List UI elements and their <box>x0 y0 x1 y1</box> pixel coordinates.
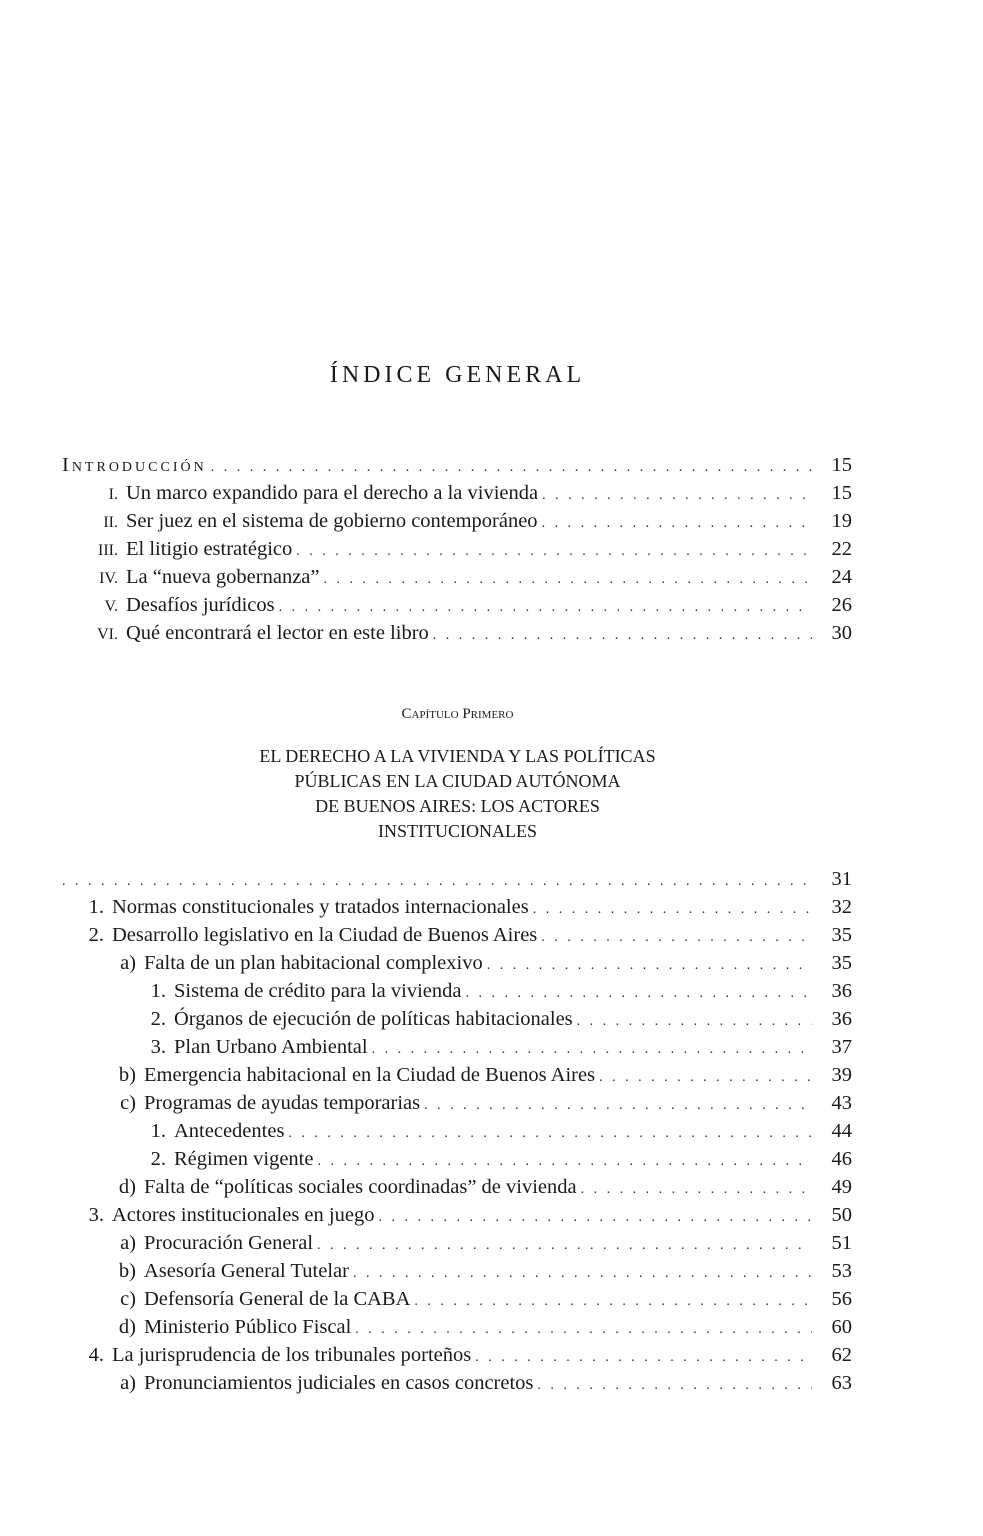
toc-row[interactable] <box>62 1204 852 1232</box>
toc-entry-label: Emergencia habitacional en la Ciudad de Buenos Aires <box>144 1064 596 1086</box>
page-title: ÍNDICE GENERAL <box>329 362 586 388</box>
toc-entry-label: Defensoría General de la CABA <box>144 1288 411 1310</box>
chapter-title-line: DE BUENOS AIRES: LOS ACTORES <box>315 796 600 816</box>
toc-entry-label: Un marco expandido para el derecho a la vivienda <box>126 482 539 504</box>
toc-page-number: 31 <box>831 868 852 890</box>
chapter-title-line: PÚBLICAS EN LA CIUDAD AUTÓNOMA <box>294 771 621 791</box>
toc-entry-label: El litigio estratégico <box>126 538 293 560</box>
chapter-title-line: EL DERECHO A LA VIVIENDA Y LAS POLÍTICAS <box>259 746 656 766</box>
toc-entry-label: Ser juez en el sistema de gobierno contemporáneo <box>126 510 538 532</box>
toc-page-number: 43 <box>831 1092 852 1114</box>
dot-leader <box>317 1238 812 1254</box>
toc-page-number: 53 <box>831 1260 852 1282</box>
toc-row[interactable] <box>62 1008 852 1036</box>
toc-page-number: 46 <box>831 1148 852 1170</box>
dot-leader <box>296 544 812 560</box>
dot-leader <box>211 460 812 476</box>
toc-entry-number: 1. <box>88 896 104 918</box>
toc-entry-label: Ministerio Público Fiscal <box>144 1316 352 1338</box>
dot-leader <box>372 1042 812 1058</box>
dot-leader <box>487 958 812 974</box>
toc-entry-number: a) <box>120 1372 136 1394</box>
dot-leader <box>599 1070 812 1086</box>
toc-page-number: 24 <box>831 566 852 588</box>
dot-leader <box>533 902 812 918</box>
toc-row[interactable] <box>62 1288 852 1316</box>
toc-entry-number: b) <box>118 1064 136 1086</box>
chapter-label: Capítulo Primero <box>401 706 514 722</box>
toc-entry-label: Normas constitucionales y tratados internacionales <box>112 896 529 918</box>
toc-entry-number: d) <box>118 1176 136 1198</box>
toc-row[interactable] <box>62 622 852 650</box>
toc-entry-label: Desafíos jurídicos <box>126 594 275 616</box>
toc-entry-label: Desarrollo legislativo en la Ciudad de Buenos Aires <box>112 924 538 946</box>
toc-entry-label: Régimen vigente <box>174 1148 314 1170</box>
toc-page-number: 60 <box>831 1316 852 1338</box>
toc-page-number: 32 <box>831 896 852 918</box>
toc-page-number: 35 <box>831 952 852 974</box>
toc-row[interactable] <box>62 1316 852 1344</box>
introduction-toc <box>62 454 852 650</box>
toc-entry-label: Pronunciamientos judiciales en casos concretos <box>144 1372 534 1394</box>
toc-page-number: 63 <box>831 1372 852 1394</box>
dot-leader <box>317 1154 812 1170</box>
toc-entry-label: Falta de un plan habitacional complexivo <box>144 952 483 974</box>
toc-entry-label: Actores institucionales en juego <box>112 1204 375 1226</box>
toc-entry-label: Falta de “políticas sociales coordinadas” de vivienda <box>144 1176 577 1198</box>
toc-entry-number: 2. <box>150 1008 166 1030</box>
toc-entry-number: c) <box>120 1092 136 1114</box>
toc-entry-number: I. <box>108 486 118 503</box>
dot-leader <box>414 1294 812 1310</box>
toc-row[interactable] <box>62 952 852 980</box>
toc-entry-number: a) <box>120 1232 136 1254</box>
toc-row[interactable] <box>62 594 852 622</box>
dot-leader <box>355 1322 812 1338</box>
dot-leader <box>537 1378 812 1394</box>
toc-entry-number: III. <box>98 542 118 559</box>
chapter-title-line: INSTITUCIONALES <box>378 821 537 841</box>
toc-page-number: 39 <box>831 1064 852 1086</box>
toc-page-number: 36 <box>831 1008 852 1030</box>
toc-row[interactable] <box>62 1092 852 1120</box>
toc-page-number: 19 <box>831 510 852 532</box>
dot-leader <box>542 516 812 532</box>
toc-row[interactable] <box>62 1064 852 1092</box>
toc-page-number: 44 <box>831 1120 852 1142</box>
toc-entry-number: V. <box>104 598 118 615</box>
toc-page-number: 30 <box>831 622 852 644</box>
dot-leader <box>62 874 812 890</box>
toc-row[interactable] <box>62 1120 852 1148</box>
dot-leader <box>279 600 812 616</box>
dot-leader <box>542 488 812 504</box>
dot-leader <box>378 1210 812 1226</box>
toc-entry-label: La “nueva gobernanza” <box>126 566 320 588</box>
toc-entry-number: a) <box>120 952 136 974</box>
toc-page-number: 51 <box>831 1232 852 1254</box>
toc-row[interactable] <box>62 1344 852 1372</box>
toc-entry-label: Antecedentes <box>174 1120 285 1142</box>
toc-page-number: 35 <box>831 924 852 946</box>
toc-row[interactable] <box>62 980 852 1008</box>
toc-page-number: 49 <box>831 1176 852 1198</box>
toc-page-number: 37 <box>831 1036 852 1058</box>
toc-row[interactable] <box>62 1232 852 1260</box>
toc-page-number: 36 <box>831 980 852 1002</box>
toc-row[interactable] <box>62 1260 852 1288</box>
toc-entry-number: 2. <box>88 924 104 946</box>
dot-leader <box>475 1350 812 1366</box>
toc-entry-number: 3. <box>88 1204 104 1226</box>
toc-entry-number: 2. <box>150 1148 166 1170</box>
toc-row[interactable] <box>62 566 852 594</box>
toc-entry-label: Procuración General <box>144 1232 314 1254</box>
toc-entry-label: Sistema de crédito para la vivienda <box>174 980 462 1002</box>
toc-entry-label: Qué encontrará el lector en este libro <box>126 622 429 644</box>
toc-entry-number: 1. <box>150 1120 166 1142</box>
chapter1-toc <box>62 868 852 1400</box>
toc-entry-label: La jurisprudencia de los tribunales porteños <box>112 1344 472 1366</box>
toc-entry-number: b) <box>118 1260 136 1282</box>
toc-entry-number: 3. <box>150 1036 166 1058</box>
toc-entry-label: Asesoría General Tutelar <box>144 1260 349 1282</box>
toc-entry-number: IV. <box>99 570 118 587</box>
toc-row[interactable] <box>62 924 852 952</box>
toc-row[interactable] <box>62 1036 852 1064</box>
toc-entry-number: VI. <box>97 626 118 643</box>
dot-leader <box>324 572 813 588</box>
toc-entry-number: 4. <box>88 1344 104 1366</box>
toc-page-number: 50 <box>831 1204 852 1226</box>
toc-row[interactable] <box>62 896 852 924</box>
toc-entry-number: d) <box>118 1316 136 1338</box>
toc-page-number: 56 <box>831 1288 852 1310</box>
toc-row-chapter-lead[interactable] <box>62 868 852 896</box>
dot-leader <box>577 1014 812 1030</box>
dot-leader <box>353 1266 812 1282</box>
toc-row-introduction[interactable] <box>62 454 852 482</box>
toc-row[interactable] <box>62 538 852 566</box>
toc-page-number: 15 <box>831 454 852 476</box>
toc-page-number: 62 <box>831 1344 852 1366</box>
toc-row[interactable] <box>62 1176 852 1204</box>
dot-leader <box>465 986 812 1002</box>
toc-page-number: 26 <box>831 594 852 616</box>
toc-page-number: 22 <box>831 538 852 560</box>
dot-leader <box>433 628 812 644</box>
toc-entry-label: Órganos de ejecución de políticas habitacionales <box>174 1008 573 1030</box>
toc-entry-number: c) <box>120 1288 136 1310</box>
toc-entry-number: 1. <box>150 980 166 1002</box>
toc-page-number: 15 <box>831 482 852 504</box>
toc-row[interactable] <box>62 510 852 538</box>
toc-entry-number: II. <box>103 514 118 531</box>
dot-leader <box>288 1126 812 1142</box>
toc-row[interactable] <box>62 1148 852 1176</box>
toc-entry-label: Plan Urbano Ambiental <box>174 1036 368 1058</box>
toc-row[interactable] <box>62 1372 852 1400</box>
dot-leader <box>581 1182 812 1198</box>
chapter-title <box>0 744 915 844</box>
toc-entry-label: Programas de ayudas temporarias <box>144 1092 421 1114</box>
toc-entry-label: Introducción <box>62 454 207 476</box>
dot-leader <box>424 1098 812 1114</box>
dot-leader <box>541 930 812 946</box>
toc-row[interactable] <box>62 482 852 510</box>
